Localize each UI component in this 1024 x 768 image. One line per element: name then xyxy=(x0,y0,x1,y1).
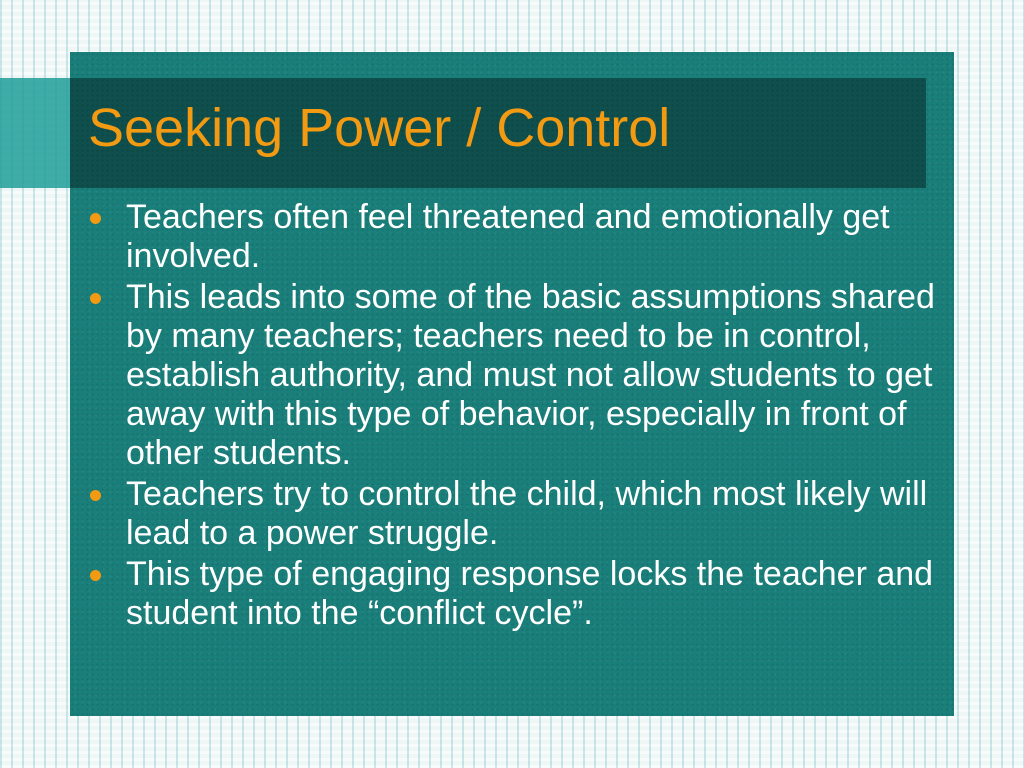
bullet-text: Teachers try to control the child, which most likely will lead to a power struggle. xyxy=(126,475,928,552)
bullet-text: This type of engaging response locks the teacher and student into the “conflict cycle”. xyxy=(126,555,934,632)
bullet-item xyxy=(86,475,946,553)
bullet-item xyxy=(86,198,946,276)
decorative-band xyxy=(0,78,70,188)
bullet-item xyxy=(86,555,946,633)
bullet-dot-icon xyxy=(90,293,101,304)
bullet-dot-icon xyxy=(90,213,101,224)
bullet-text: Teachers often feel threatened and emotionally get involved. xyxy=(126,198,890,275)
bullet-dot-icon xyxy=(90,490,101,501)
bullet-item xyxy=(86,278,946,473)
bullet-dot-icon xyxy=(90,570,101,581)
bullet-list xyxy=(86,198,946,635)
bullet-text: This leads into some of the basic assumptions shared by many teachers; teachers need to be in control, establish authority, and must not allow students to get away with this type of behavior, especially in front of other students. xyxy=(126,278,935,472)
slide-title: Seeking Power / Control xyxy=(88,98,671,158)
